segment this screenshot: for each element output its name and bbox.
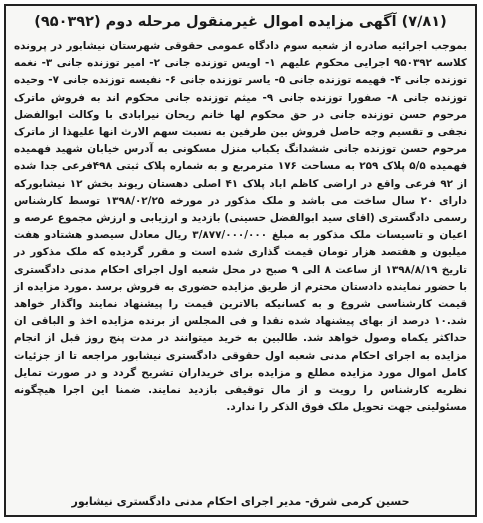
notice-frame bbox=[4, 4, 477, 517]
notice-title: (۷/۸۱) آگهی مزایده اموال غیرمنقول مرحله دوم (۹۵۰۳۹۲) bbox=[34, 14, 447, 30]
notice-signature: حسین کرمی شرق- مدیر اجرای احکام مدنی دادگستری نیشابور bbox=[71, 495, 410, 508]
notice-body: بموجب اجرائیه صادره از شعبه سوم دادگاه عمومی حقوقی شهرستان نیشابور در پرونده کلاسه ۹۵۰۳۹۲ اجرایی محکوم علیهم ۱- اویس توزنده جانی ۲- امیر توزنده جانی ۳- نغمه توزنده جانی ۴- فهیمه توزنده جانی ۵- یاسر توزنده جانی ۶- نفیسه توزنده جانی ۷- وحیده توزنده جانی ۸- صفورا توزنده جانی ۹- میثم توزنده جانی محکوم اند به فروش ماترک مرحوم حسن توزنده جانی در حق محکوم لها خانم ریحان نیرابادی با وکالت ابوالفضل نجفی و تقسیم وجه حاصل فروش بین طرفین به نسبت سهم الارث انها علیهذا از ماترک مرحوم حسن توزنده جانی ششدانگ یکباب منزل مسکونی به آدرس خیابان شهید فهمیده فهمیده ۵/۵ پلاک ۲۵۹ به مساحت ۱۷۶ مترمربع و به شماره پلاک ثبتی ۴۹۸فرعی جدا شده از ۹۲ فرعی واقع در اراضی کاظم اباد پلاک ۴۱ اصلی دهستان ریوند بخش ۱۲ نیشابورکه دارای ۲۰ سال ساخت می باشد و ملک مذکور در مورخه ۱۳۹۸/۰۲/۲۵ توسط کارشناس رسمی دادگستری (اقای سید ابوالفضل حسینی) بازدید و ارزیابی و ارزش مجموع عرصه و اعیان و تاسیسات ملک مذکور به مبلغ ۳/۸۷۷/۰۰۰/۰۰۰ ریال معادل سیصدو هشتادو هفت میلیون و هفتصد هزار تومان قیمت گذاری شده است و مقرر گردیده که ملک مذکور در تاریخ ۱۳۹۸/۸/۱۹ از ساعت ۸ الی ۹ صبح در محل شعبه اول اجرای احکام مدنی دادگستری با حضور نماینده دادستان محترم از طریق مزایده حضوری به فروش برسد .مورد مزایده از قیمت کارشناسی شروع و به کسانیکه بالاترین قیمت را پیشنهاد نمایند واگذار خواهد شد.۱۰ درصد از بهای پیشنهاد شده نقدا و فی المجلس از برنده مزایده اخذ و الباقی ان حداکثر یکماه وصول خواهد شد. طالبین به خرید میتوانند در مدت پنج روز قبل از انجام مزایده به اجرای احکام مدنی شعبه اول حقوقی دادگستری نیشابور مراجعه تا از جزئیات کامل اموال مورد مزایده مطلع و مزایده برای خریداران تشریح گردد و در صورت تمایل نظریه کارشناس را رویت و از مال توقیفی بازدید نمایند. ضمنا این اجرا هیچگونه مسئولیتی جهت تحویل ملک فوق الذکر را ندارد. bbox=[14, 40, 468, 414]
